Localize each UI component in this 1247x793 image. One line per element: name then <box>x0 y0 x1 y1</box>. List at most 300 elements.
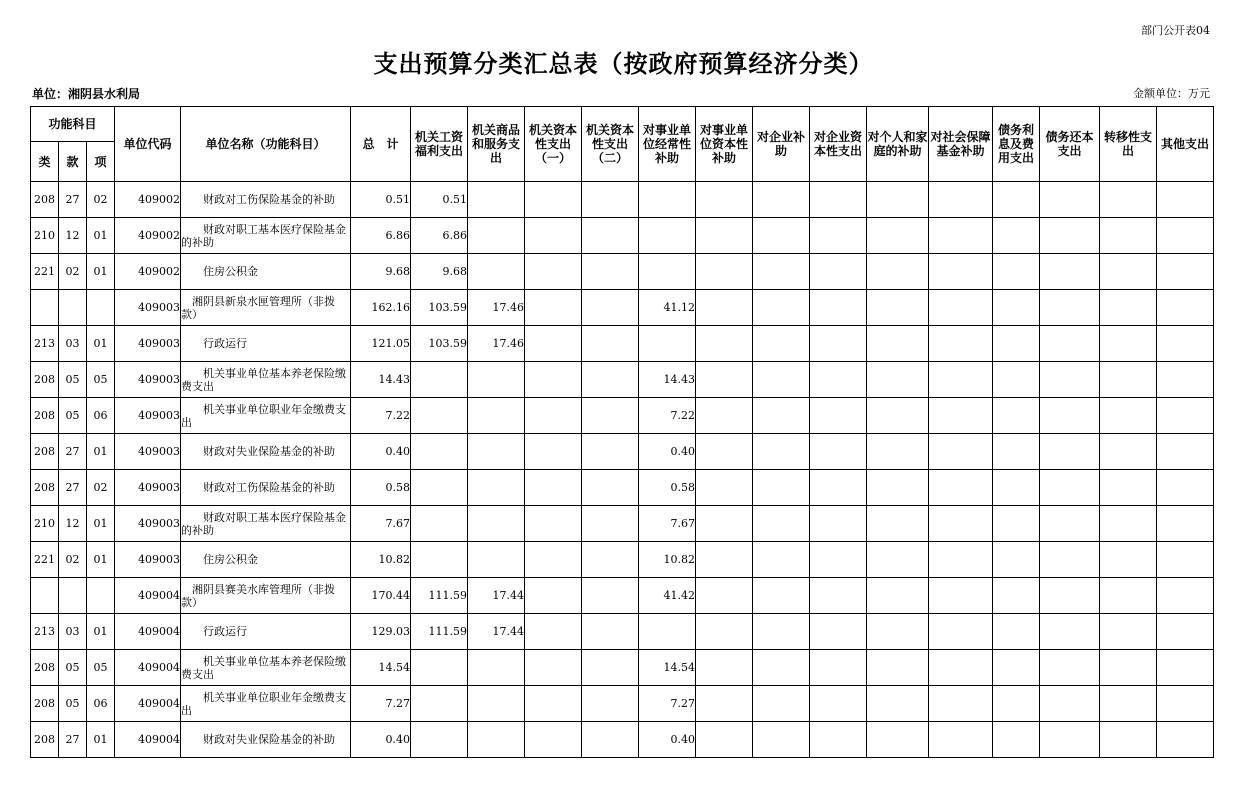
cell-c14 <box>1157 326 1214 362</box>
cell-c10 <box>929 362 993 398</box>
cell-c11 <box>993 542 1040 578</box>
header-c1: 机关工资福利支出 <box>411 107 468 182</box>
cell-c7 <box>753 686 810 722</box>
cell-c6 <box>696 290 753 326</box>
cell-kuan: 27 <box>59 722 87 758</box>
table-row <box>31 686 1214 722</box>
cell-c12 <box>1040 506 1100 542</box>
cell-lei: 221 <box>31 542 59 578</box>
table-row <box>31 326 1214 362</box>
cell-c5: 0.40 <box>639 434 696 470</box>
header-kuan: 款 <box>59 142 87 182</box>
cell-lei: 208 <box>31 182 59 218</box>
table-row <box>31 290 1214 326</box>
cell-c1: 6.86 <box>411 218 468 254</box>
cell-kuan: 12 <box>59 506 87 542</box>
cell-c6 <box>696 650 753 686</box>
cell-c3 <box>525 182 582 218</box>
cell-c5 <box>639 614 696 650</box>
cell-c12 <box>1040 542 1100 578</box>
table-row <box>31 722 1214 758</box>
cell-code: 409004 <box>115 650 181 686</box>
cell-xiang: 01 <box>87 218 115 254</box>
header-c6: 对事业单位资本性补助 <box>696 107 753 182</box>
cell-c8 <box>810 362 867 398</box>
cell-c3 <box>525 506 582 542</box>
cell-c2 <box>468 470 525 506</box>
cell-lei: 221 <box>31 254 59 290</box>
cell-c14 <box>1157 218 1214 254</box>
cell-name: 财政对工伤保险基金的补助 <box>181 470 351 506</box>
table-body <box>31 182 1214 758</box>
cell-c11 <box>993 254 1040 290</box>
cell-c9 <box>867 326 929 362</box>
cell-total: 0.40 <box>351 722 411 758</box>
cell-kuan: 03 <box>59 326 87 362</box>
cell-c14 <box>1157 398 1214 434</box>
cell-c3 <box>525 470 582 506</box>
cell-lei <box>31 290 59 326</box>
cell-kuan: 02 <box>59 542 87 578</box>
cell-c5: 41.12 <box>639 290 696 326</box>
cell-c4 <box>582 182 639 218</box>
cell-c9 <box>867 470 929 506</box>
table-row <box>31 254 1214 290</box>
cell-c2 <box>468 254 525 290</box>
cell-c4 <box>582 362 639 398</box>
cell-c3 <box>525 614 582 650</box>
cell-c13 <box>1100 722 1157 758</box>
cell-c12 <box>1040 290 1100 326</box>
cell-kuan: 05 <box>59 650 87 686</box>
cell-c12 <box>1040 326 1100 362</box>
cell-c13 <box>1100 254 1157 290</box>
cell-code: 409002 <box>115 218 181 254</box>
cell-kuan: 05 <box>59 398 87 434</box>
cell-c2: 17.44 <box>468 614 525 650</box>
cell-c8 <box>810 182 867 218</box>
cell-total: 7.27 <box>351 686 411 722</box>
table-row <box>31 470 1214 506</box>
cell-c2 <box>468 506 525 542</box>
cell-c9 <box>867 542 929 578</box>
cell-total: 7.22 <box>351 398 411 434</box>
cell-name: 住房公积金 <box>181 542 351 578</box>
cell-c2 <box>468 218 525 254</box>
cell-c14 <box>1157 614 1214 650</box>
cell-kuan: 03 <box>59 614 87 650</box>
cell-code: 409003 <box>115 398 181 434</box>
cell-c2 <box>468 722 525 758</box>
cell-xiang: 05 <box>87 650 115 686</box>
header-c2: 机关商品和服务支出 <box>468 107 525 182</box>
cell-total: 10.82 <box>351 542 411 578</box>
cell-code: 409003 <box>115 362 181 398</box>
cell-total: 14.54 <box>351 650 411 686</box>
cell-c8 <box>810 254 867 290</box>
cell-c6 <box>696 326 753 362</box>
header-c10: 对社会保障基金补助 <box>929 107 993 182</box>
cell-lei: 208 <box>31 686 59 722</box>
cell-name: 机关事业单位基本养老保险缴费支出 <box>181 650 351 686</box>
cell-lei: 210 <box>31 218 59 254</box>
cell-total: 129.03 <box>351 614 411 650</box>
cell-c5: 14.43 <box>639 362 696 398</box>
cell-c14 <box>1157 290 1214 326</box>
header-unit-name: 单位名称（功能科目） <box>181 107 351 182</box>
cell-c9 <box>867 614 929 650</box>
cell-c8 <box>810 686 867 722</box>
cell-c13 <box>1100 434 1157 470</box>
cell-c11 <box>993 218 1040 254</box>
cell-c7 <box>753 434 810 470</box>
cell-c6 <box>696 434 753 470</box>
cell-lei: 208 <box>31 470 59 506</box>
cell-total: 6.86 <box>351 218 411 254</box>
cell-name: 财政对职工基本医疗保险基金的补助 <box>181 506 351 542</box>
cell-c9 <box>867 218 929 254</box>
cell-c1: 111.59 <box>411 614 468 650</box>
header-c9: 对个人和家庭的补助 <box>867 107 929 182</box>
cell-c3 <box>525 722 582 758</box>
cell-c12 <box>1040 722 1100 758</box>
cell-c5: 0.40 <box>639 722 696 758</box>
cell-c2 <box>468 182 525 218</box>
cell-c7 <box>753 542 810 578</box>
cell-c14 <box>1157 578 1214 614</box>
cell-c12 <box>1040 614 1100 650</box>
cell-c12 <box>1040 686 1100 722</box>
cell-c11 <box>993 470 1040 506</box>
cell-c14 <box>1157 542 1214 578</box>
cell-c1 <box>411 398 468 434</box>
cell-c1: 111.59 <box>411 578 468 614</box>
cell-c8 <box>810 326 867 362</box>
cell-c3 <box>525 362 582 398</box>
cell-lei: 208 <box>31 434 59 470</box>
cell-c8 <box>810 650 867 686</box>
budget-table <box>30 106 1214 758</box>
page-title: 支出预算分类汇总表（按政府预算经济分类） <box>373 49 874 78</box>
cell-c11 <box>993 506 1040 542</box>
cell-c7 <box>753 218 810 254</box>
cell-c3 <box>525 650 582 686</box>
cell-kuan <box>59 578 87 614</box>
cell-c4 <box>582 506 639 542</box>
cell-c2: 17.46 <box>468 326 525 362</box>
cell-c11 <box>993 182 1040 218</box>
cell-name: 行政运行 <box>181 326 351 362</box>
cell-c14 <box>1157 362 1214 398</box>
cell-c9 <box>867 686 929 722</box>
cell-lei: 210 <box>31 506 59 542</box>
cell-c7 <box>753 506 810 542</box>
cell-c9 <box>867 398 929 434</box>
cell-xiang: 02 <box>87 470 115 506</box>
cell-c6 <box>696 182 753 218</box>
cell-c2 <box>468 686 525 722</box>
cell-c5: 10.82 <box>639 542 696 578</box>
cell-c9 <box>867 722 929 758</box>
cell-c1: 103.59 <box>411 290 468 326</box>
header-total: 总 计 <box>351 107 411 182</box>
table-row <box>31 614 1214 650</box>
cell-c12 <box>1040 362 1100 398</box>
cell-xiang: 02 <box>87 182 115 218</box>
cell-c7 <box>753 614 810 650</box>
table-row <box>31 578 1214 614</box>
table-row <box>31 218 1214 254</box>
cell-c4 <box>582 614 639 650</box>
cell-xiang: 01 <box>87 614 115 650</box>
cell-c2: 17.44 <box>468 578 525 614</box>
cell-lei: 213 <box>31 326 59 362</box>
cell-c8 <box>810 218 867 254</box>
cell-c14 <box>1157 470 1214 506</box>
cell-code: 409004 <box>115 578 181 614</box>
cell-name: 机关事业单位职业年金缴费支出 <box>181 686 351 722</box>
table-row <box>31 542 1214 578</box>
cell-c13 <box>1100 218 1157 254</box>
cell-total: 0.40 <box>351 434 411 470</box>
cell-c8 <box>810 542 867 578</box>
cell-c13 <box>1100 470 1157 506</box>
cell-c12 <box>1040 218 1100 254</box>
cell-c5 <box>639 218 696 254</box>
cell-c4 <box>582 470 639 506</box>
cell-c4 <box>582 722 639 758</box>
header-c4: 机关资本性支出（二） <box>582 107 639 182</box>
cell-c8 <box>810 506 867 542</box>
header-c11: 债务利息及费用支出 <box>993 107 1040 182</box>
cell-xiang <box>87 578 115 614</box>
table-row <box>31 650 1214 686</box>
cell-c10 <box>929 506 993 542</box>
cell-c7 <box>753 362 810 398</box>
unit-label: 单位：湘阴县水利局 <box>32 87 141 101</box>
cell-c10 <box>929 542 993 578</box>
table-row <box>31 398 1214 434</box>
cell-c8 <box>810 578 867 614</box>
cell-c5 <box>639 326 696 362</box>
cell-c7 <box>753 182 810 218</box>
cell-c11 <box>993 434 1040 470</box>
cell-c2 <box>468 542 525 578</box>
header-unit-code: 单位代码 <box>115 107 181 182</box>
cell-c8 <box>810 614 867 650</box>
cell-kuan: 12 <box>59 218 87 254</box>
header-c12: 债务还本支出 <box>1040 107 1100 182</box>
table-row <box>31 506 1214 542</box>
cell-c8 <box>810 722 867 758</box>
cell-c11 <box>993 362 1040 398</box>
cell-c7 <box>753 470 810 506</box>
header-c5: 对事业单位经常性补助 <box>639 107 696 182</box>
cell-c10 <box>929 722 993 758</box>
cell-c11 <box>993 398 1040 434</box>
cell-code: 409004 <box>115 722 181 758</box>
cell-name: 财政对工伤保险基金的补助 <box>181 182 351 218</box>
cell-c7 <box>753 254 810 290</box>
cell-c1 <box>411 686 468 722</box>
cell-c2 <box>468 398 525 434</box>
cell-c2: 17.46 <box>468 290 525 326</box>
cell-c10 <box>929 578 993 614</box>
cell-c12 <box>1040 254 1100 290</box>
cell-c13 <box>1100 578 1157 614</box>
cell-c5: 14.54 <box>639 650 696 686</box>
cell-code: 409003 <box>115 326 181 362</box>
cell-name: 财政对职工基本医疗保险基金的补助 <box>181 218 351 254</box>
cell-c11 <box>993 614 1040 650</box>
cell-name: 湘阴县新泉水匣管理所（非拨款） <box>181 290 351 326</box>
cell-c7 <box>753 722 810 758</box>
cell-c4 <box>582 686 639 722</box>
cell-c8 <box>810 434 867 470</box>
cell-c12 <box>1040 182 1100 218</box>
table-row <box>31 182 1214 218</box>
cell-name: 机关事业单位基本养老保险缴费支出 <box>181 362 351 398</box>
cell-total: 162.16 <box>351 290 411 326</box>
cell-kuan <box>59 290 87 326</box>
cell-c9 <box>867 362 929 398</box>
cell-c7 <box>753 650 810 686</box>
cell-c14 <box>1157 182 1214 218</box>
cell-c6 <box>696 614 753 650</box>
cell-c8 <box>810 290 867 326</box>
cell-c13 <box>1100 290 1157 326</box>
cell-c10 <box>929 434 993 470</box>
cell-c1 <box>411 722 468 758</box>
cell-c7 <box>753 326 810 362</box>
cell-c8 <box>810 398 867 434</box>
cell-code: 409002 <box>115 182 181 218</box>
cell-xiang: 06 <box>87 398 115 434</box>
cell-c9 <box>867 578 929 614</box>
cell-c11 <box>993 326 1040 362</box>
cell-c1 <box>411 362 468 398</box>
cell-c5: 7.22 <box>639 398 696 434</box>
cell-c9 <box>867 650 929 686</box>
cell-total: 7.67 <box>351 506 411 542</box>
header-c7: 对企业补助 <box>753 107 810 182</box>
cell-c12 <box>1040 434 1100 470</box>
cell-c12 <box>1040 578 1100 614</box>
cell-c4 <box>582 434 639 470</box>
cell-name: 湘阴县赛美水库管理所（非拨款） <box>181 578 351 614</box>
cell-c13 <box>1100 542 1157 578</box>
cell-c7 <box>753 398 810 434</box>
table-row <box>31 434 1214 470</box>
cell-c3 <box>525 434 582 470</box>
cell-c13 <box>1100 398 1157 434</box>
cell-c3 <box>525 398 582 434</box>
cell-code: 409004 <box>115 614 181 650</box>
cell-c6 <box>696 506 753 542</box>
cell-c2 <box>468 650 525 686</box>
cell-c10 <box>929 326 993 362</box>
cell-c1 <box>411 650 468 686</box>
cell-c14 <box>1157 506 1214 542</box>
cell-c10 <box>929 182 993 218</box>
cell-c14 <box>1157 650 1214 686</box>
cell-kuan: 27 <box>59 182 87 218</box>
cell-name: 机关事业单位职业年金缴费支出 <box>181 398 351 434</box>
cell-c10 <box>929 218 993 254</box>
cell-total: 0.58 <box>351 470 411 506</box>
cell-c14 <box>1157 254 1214 290</box>
cell-c5: 7.67 <box>639 506 696 542</box>
cell-c3 <box>525 218 582 254</box>
cell-c4 <box>582 218 639 254</box>
cell-kuan: 02 <box>59 254 87 290</box>
cell-c3 <box>525 254 582 290</box>
cell-c14 <box>1157 722 1214 758</box>
cell-c4 <box>582 650 639 686</box>
cell-xiang: 01 <box>87 722 115 758</box>
cell-c10 <box>929 470 993 506</box>
cell-c12 <box>1040 398 1100 434</box>
cell-xiang: 06 <box>87 686 115 722</box>
cell-lei: 208 <box>31 650 59 686</box>
cell-c13 <box>1100 506 1157 542</box>
cell-total: 9.68 <box>351 254 411 290</box>
cell-kuan: 05 <box>59 362 87 398</box>
cell-c6 <box>696 362 753 398</box>
cell-lei: 208 <box>31 362 59 398</box>
cell-c4 <box>582 254 639 290</box>
cell-code: 409002 <box>115 254 181 290</box>
cell-kuan: 27 <box>59 434 87 470</box>
header-lei: 类 <box>31 142 59 182</box>
cell-code: 409003 <box>115 506 181 542</box>
cell-c6 <box>696 254 753 290</box>
cell-c11 <box>993 578 1040 614</box>
cell-code: 409003 <box>115 290 181 326</box>
cell-c8 <box>810 470 867 506</box>
cell-c6 <box>696 686 753 722</box>
cell-c4 <box>582 542 639 578</box>
cell-c13 <box>1100 614 1157 650</box>
cell-c6 <box>696 542 753 578</box>
cell-c6 <box>696 218 753 254</box>
cell-c13 <box>1100 650 1157 686</box>
cell-code: 409003 <box>115 434 181 470</box>
cell-c3 <box>525 326 582 362</box>
document-number: 部门公开表04 <box>1141 24 1210 37</box>
cell-c2 <box>468 434 525 470</box>
cell-c2 <box>468 362 525 398</box>
cell-kuan: 05 <box>59 686 87 722</box>
cell-xiang: 01 <box>87 434 115 470</box>
cell-c9 <box>867 506 929 542</box>
cell-c9 <box>867 434 929 470</box>
cell-lei: 208 <box>31 722 59 758</box>
cell-xiang: 01 <box>87 326 115 362</box>
cell-c5: 7.27 <box>639 686 696 722</box>
cell-c12 <box>1040 470 1100 506</box>
cell-c5 <box>639 182 696 218</box>
cell-c5: 41.42 <box>639 578 696 614</box>
cell-c10 <box>929 398 993 434</box>
cell-name: 财政对失业保险基金的补助 <box>181 434 351 470</box>
cell-c1 <box>411 434 468 470</box>
cell-c1 <box>411 506 468 542</box>
cell-c10 <box>929 650 993 686</box>
cell-xiang: 05 <box>87 362 115 398</box>
cell-code: 409003 <box>115 470 181 506</box>
cell-c11 <box>993 650 1040 686</box>
